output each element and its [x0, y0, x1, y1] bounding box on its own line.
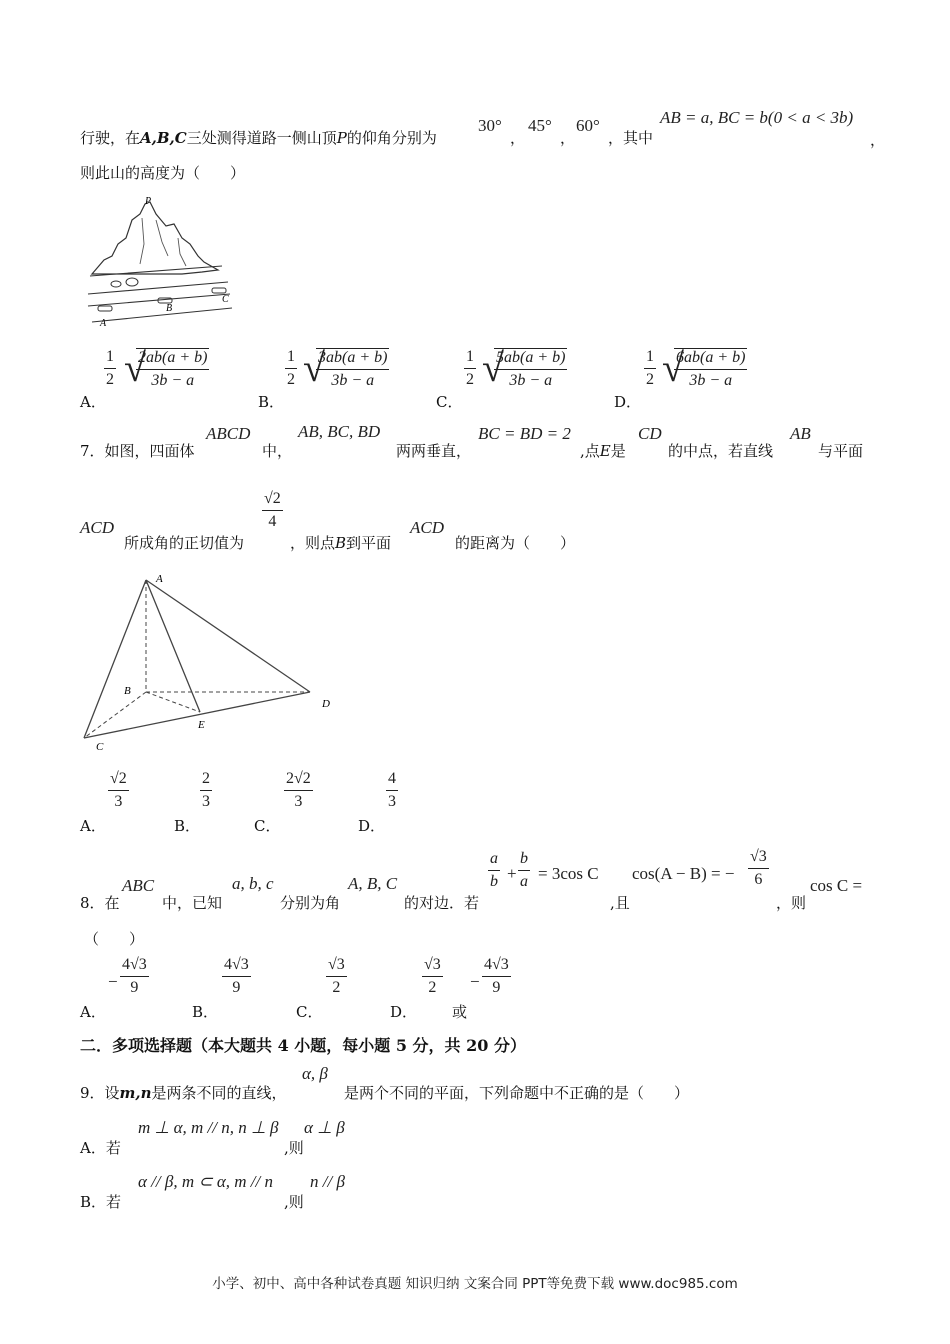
- fig-label-a: A: [100, 318, 107, 329]
- fig-label-c: C: [96, 741, 104, 750]
- section-heading: 二．多项选择题（本大题共 4 小题，每小题 5 分，共 20 分）: [80, 1036, 526, 1055]
- q8-text: 8．在: [80, 894, 120, 912]
- q8-math: cos C =: [810, 876, 863, 895]
- option-label: C．: [296, 1003, 323, 1021]
- q6-angle-45: 45°: [528, 116, 552, 135]
- q7-text: 的距离为（ ）: [455, 534, 576, 552]
- q7-text: 与平面: [818, 442, 864, 460]
- q8-math: = 3cos C: [538, 864, 599, 883]
- radical-sign: √: [124, 345, 146, 390]
- q9-math: α // β, m ⊂ α, m // n: [138, 1172, 274, 1191]
- q8-text: （ ）: [84, 930, 145, 948]
- tetrahedron-figure: [76, 570, 346, 750]
- q8-text: 分别为角: [280, 894, 341, 912]
- option-label: A．: [80, 393, 106, 411]
- q7-math: AB: [790, 424, 811, 443]
- option-label: D．: [390, 1003, 418, 1021]
- q6-condition: AB = a, BC = b(0 < a < 3b): [660, 108, 854, 127]
- q7-text: 中，: [262, 442, 293, 460]
- minus-sign: −: [470, 972, 480, 991]
- fig-label-p: P: [145, 196, 152, 207]
- half-fraction: 1 2: [466, 348, 474, 388]
- option-label: D．: [614, 393, 642, 411]
- fig-label-b: B: [124, 685, 131, 697]
- option-fraction: 2√2 3: [286, 770, 311, 810]
- option-fraction: 4 3: [388, 770, 396, 810]
- q7-math: CD: [638, 424, 662, 443]
- fig-label-c: C: [222, 294, 229, 305]
- q8-text: ，则: [776, 894, 807, 912]
- q9-text: 9．设m,n是两条不同的直线，: [80, 1084, 287, 1102]
- q8-fraction-b-a: b a: [520, 850, 528, 890]
- radicand-fraction: 3ab(a + b) 3b − a: [318, 349, 388, 389]
- half-fraction: 1 2: [287, 348, 295, 388]
- q9-math: n // β: [310, 1172, 345, 1191]
- radicand-fraction: 2ab(a + b) 3b − a: [138, 349, 208, 389]
- option-fraction: 2 3: [202, 770, 210, 810]
- q7-math: ACD: [410, 518, 444, 537]
- q6-comma: ，: [870, 131, 886, 149]
- option-fraction: 4√3 9: [224, 956, 249, 996]
- q7-math: ABCD: [206, 424, 251, 443]
- q6-sep: ，: [560, 129, 576, 147]
- q6-angle-60: 60°: [576, 116, 600, 135]
- q9-text: ,则: [284, 1193, 304, 1211]
- half-fraction: 1 2: [646, 348, 654, 388]
- fig-label-d: D: [322, 698, 330, 710]
- q7-text: 7．如图，四面体: [80, 442, 195, 460]
- q6-text-1: 行驶，在A,B,C三处测得道路一侧山顶P的仰角分别为: [80, 129, 437, 147]
- option-label: D．: [358, 817, 386, 835]
- or-text: 或: [452, 1003, 468, 1021]
- q8-text: 的对边．若: [404, 894, 480, 912]
- option-fraction: 4√3 9: [484, 956, 509, 996]
- q7-tan-fraction: √2 4: [264, 490, 281, 530]
- option-label: B．若: [80, 1193, 122, 1211]
- fig-label-e: E: [198, 719, 205, 731]
- q8-fraction-sqrt3-6: √3 6: [750, 848, 767, 888]
- q7-text: 所成角的正切值为: [124, 534, 245, 552]
- q8-plus: +: [507, 864, 517, 883]
- fig-label-b: B: [166, 303, 173, 314]
- option-label: A．若: [80, 1139, 121, 1157]
- mountain-road-figure: [82, 194, 242, 334]
- half-fraction: 1 2: [106, 348, 114, 388]
- q7-text: 的中点，若直线: [668, 442, 774, 460]
- option-label: C．: [436, 393, 463, 411]
- q7-text: ,点E是: [580, 442, 626, 460]
- q8-math: cos(A − B) = −: [632, 864, 735, 883]
- q9-text: 是两个不同的平面，下列命题中不正确的是（ ）: [344, 1084, 690, 1102]
- option-fraction: √3 2: [328, 956, 345, 996]
- option-fraction: 4√3 9: [122, 956, 147, 996]
- q8-math: A, B, C: [348, 874, 398, 893]
- footer-banner: 小学、初中、高中各种试卷真题 知识归纳 文案合同 PPT等免费下载 www.doc985.com: [212, 1276, 738, 1292]
- q6-sep: ，: [510, 129, 526, 147]
- q7-text: ，则点B到平面: [290, 534, 392, 552]
- q8-math: ABC: [122, 876, 155, 895]
- option-label: B．: [174, 817, 201, 835]
- radical-sign: √: [303, 345, 325, 390]
- radical-sign: √: [662, 345, 684, 390]
- q8-math: a, b, c: [232, 874, 274, 893]
- q9-math: α ⊥ β: [304, 1118, 345, 1137]
- q7-math: ACD: [80, 518, 114, 537]
- option-fraction: √2 3: [110, 770, 127, 810]
- q9-math: m ⊥ α, m // n, n ⊥ β: [138, 1118, 279, 1137]
- radicand-fraction: 5ab(a + b) 3b − a: [496, 349, 566, 389]
- option-label: B．: [192, 1003, 219, 1021]
- q7-math: AB, BC, BD: [298, 422, 381, 441]
- q6-angle-30: 30°: [478, 116, 502, 135]
- q7-text: 两两垂直，: [396, 442, 472, 460]
- q7-math: BC = BD = 2: [478, 424, 571, 443]
- q8-text: 中，已知: [162, 894, 223, 912]
- q6-text-2: ，其中: [608, 129, 654, 147]
- option-label: B．: [258, 393, 285, 411]
- option-fraction: √3 2: [424, 956, 441, 996]
- q8-text: ,且: [610, 894, 630, 912]
- option-label: A．: [80, 1003, 106, 1021]
- q9-text: ,则: [284, 1139, 304, 1157]
- minus-sign: −: [108, 972, 118, 991]
- option-label: A．: [80, 817, 106, 835]
- q9-math: α, β: [302, 1064, 328, 1083]
- fig-label-a: A: [156, 573, 163, 585]
- q6-text-3: 则此山的高度为（ ）: [80, 164, 246, 182]
- radical-sign: √: [482, 345, 504, 390]
- radicand-fraction: 6ab(a + b) 3b − a: [676, 349, 746, 389]
- q8-fraction-a-b: a b: [490, 850, 498, 890]
- option-label: C．: [254, 817, 281, 835]
